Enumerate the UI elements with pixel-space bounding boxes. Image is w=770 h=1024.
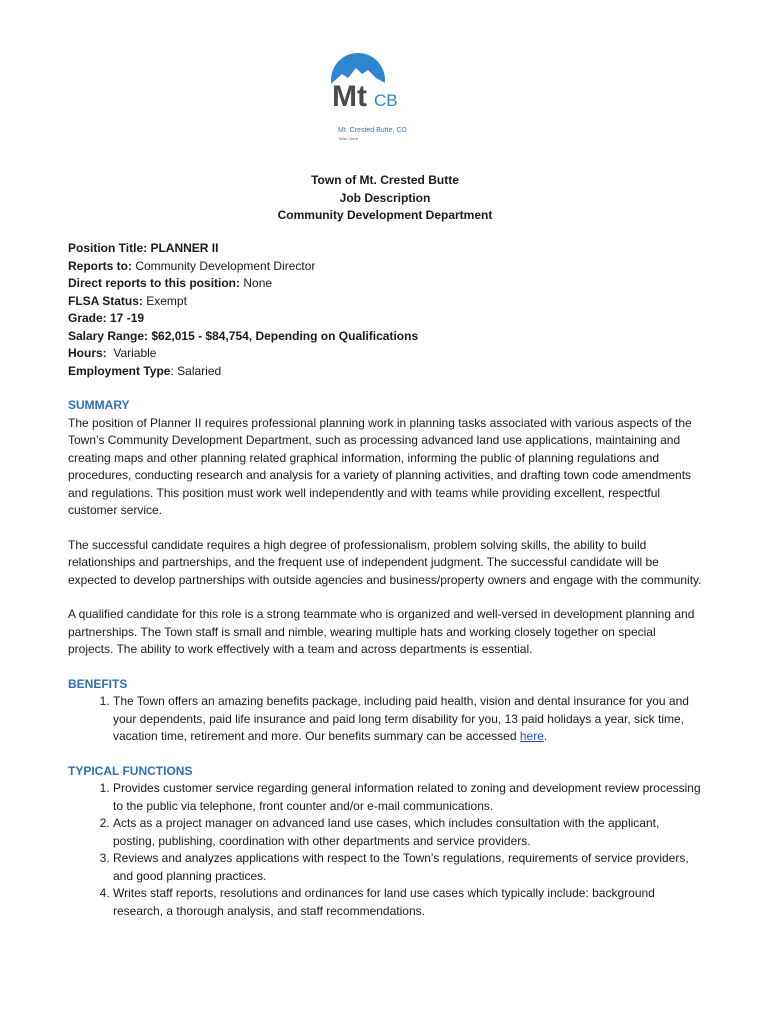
logo-mark: Mt: [332, 80, 367, 113]
flsa-status: FLSA Status: Exempt: [68, 293, 187, 308]
heading-department: Community Development Department: [277, 208, 493, 222]
direct-reports: Direct reports to this position: None: [68, 276, 273, 290]
list-item: 2. Acts as a project manager on advanced land use cases, which includes consultation with the applicant, posting, publishing, coordination with other departments and service providers.: [113, 815, 702, 850]
logo-subtitle: Mt. Crested Butte, CO: [338, 127, 407, 134]
logo-mark-suffix: CB: [374, 91, 398, 110]
hours: Hours: Variable: [68, 346, 157, 360]
reports-to: Reports to: Community Development Director: [68, 258, 316, 273]
summary-paragraph-1: The position of Planner II requires professional planning work in planning tasks associated with various aspects of the Town’s Community Development Department, such as processing advanced land use applications, maintaining and creating maps and other planning related graphical information, informing the public of planning regulations and procedures, conducting research and analysis for a variety of planning activities, and drafting town code amendments and regulations. This position must work well independently and with teams while providing excellent, respectful customer service.: [68, 415, 692, 517]
benefits-item: 1. The Town offers an amazing benefits package, including paid health, vision and dental insurance for you and your dependents, paid life insurance and paid long term disability for you, 13 paid holidays a year, sick time, vacation time, retirement and more. Our benefits summary can be accessed here.: [113, 693, 702, 746]
salary-range: Salary Range: $62,015 - $84,754, Depending on Qualifications: [68, 328, 419, 343]
grade: Grade: 17 -19: [68, 311, 145, 325]
typical-functions-list: [68, 780, 702, 920]
benefits-title: BENEFITS: [68, 676, 128, 691]
document-body: [68, 240, 702, 920]
mountain-logo-icon: [328, 50, 428, 130]
logo-tagline: Town Clerk: [338, 136, 358, 141]
heading-town: Town of Mt. Crested Butte: [311, 173, 459, 187]
summary-paragraph-3: A qualified candidate for this role is a strong teammate who is organized and well-versed in development planning and partnerships. The Town staff is small and nimble, wearing multiple hats and working closely together on special projects. The ability to work effectively with a team and across departments is essential.: [68, 607, 695, 656]
position-meta: [68, 240, 702, 380]
employment-type: Employment Type: Salaried: [68, 363, 222, 378]
list-item: 1. Provides customer service regarding general information related to zoning and development review processing to the public via telephone, front counter and/or e-mail communications.: [113, 780, 702, 815]
benefits-summary-link[interactable]: here: [519, 729, 544, 743]
town-logo: [328, 50, 428, 150]
benefits-list: [68, 693, 702, 746]
position-title: Position Title: PLANNER II: [68, 241, 219, 255]
list-item: 3. Reviews and analyzes applications with respect to the Town's regulations, requirements of service providers, and good planning practices.: [113, 850, 702, 885]
list-item: 4. Writes staff reports, resolutions and ordinances for land use cases which typically include: background research, a thorough analysis, and staff recommendations.: [113, 885, 702, 920]
document-heading: [0, 172, 770, 225]
typical-functions-title: TYPICAL FUNCTIONS: [68, 763, 193, 778]
heading-doc-type: Job Description: [339, 190, 431, 205]
summary-paragraph-2: The successful candidate requires a high degree of professionalism, problem solving skills, the ability to build relationships and partnerships, and the frequent use of independent judgment. The successful candidate will be expected to develop partnerships with outside agencies and business/property owners and engage with the community.: [68, 537, 702, 587]
summary-title: SUMMARY: [68, 398, 130, 412]
